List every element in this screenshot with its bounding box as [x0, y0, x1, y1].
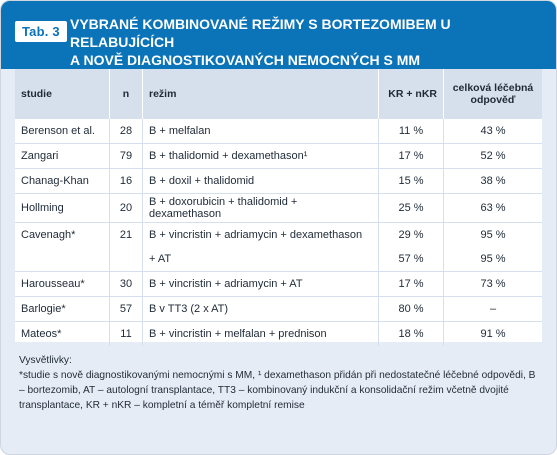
- cell-response: 73 %: [444, 272, 543, 297]
- column-header-regimen: režim: [143, 69, 379, 119]
- cell-regimen: B + thalidomid + dexamethason¹: [143, 144, 379, 169]
- column-header-response: celková léčebná odpověď: [444, 69, 543, 119]
- table-row: [15, 194, 542, 223]
- notes-text: *studie s nově diagnostikovanými nemocnými s MM, ¹ dexamethason přidán při nedostatečné léčebné odpovědi, B – bortezomib, AT – autologní transplantace, TT3 – kombinovaný indukční a konsolidační režim včetně dvojité transplantace, KR + nKR – kompletní a téměř kompletní remise: [19, 370, 536, 411]
- cell-study: Harousseau*: [15, 272, 110, 297]
- table-panel: [15, 69, 542, 342]
- column-header-n: n: [110, 69, 143, 119]
- cell-kr: 29 %: [379, 223, 444, 248]
- cell-study: Cavenagh*: [15, 223, 110, 248]
- cell-response: 95 %: [444, 223, 543, 248]
- cell-kr: 80 %: [379, 297, 444, 322]
- table-number-tag: Tab. 3: [15, 21, 67, 42]
- cell-kr: 57 %: [379, 247, 444, 272]
- cell-kr: 11 %: [379, 119, 444, 144]
- cell-n: 20: [110, 194, 143, 223]
- cell-regimen: B v TT3 (2 x AT): [143, 297, 379, 322]
- cell-response: 95 %: [480, 253, 506, 265]
- table-notes: [19, 353, 538, 413]
- cell-study: Berenson et al.: [15, 119, 110, 144]
- cell-study: Chanag-Khan: [15, 169, 110, 194]
- cell-kr: 17 %: [379, 144, 444, 169]
- cell-n: 57: [110, 297, 143, 322]
- cell-regimen: B + melfalan: [143, 119, 379, 144]
- table-row: [15, 297, 542, 322]
- cell-response: –: [444, 297, 543, 322]
- cell-study: Hollming: [15, 194, 110, 223]
- cell-study: Mateos*: [15, 322, 110, 347]
- cell-response: 91 %: [444, 322, 543, 347]
- table-header: [1, 1, 556, 69]
- table-title-line-2: A NOVĚ DIAGNOSTIKOVANÝCH NEMOCNÝCH S MM: [70, 52, 421, 68]
- cell-n: 79: [110, 144, 143, 169]
- cell-kr: 25 %: [379, 194, 444, 223]
- cell-study: Zangari: [15, 144, 110, 169]
- cell-regimen: B + vincristin + adriamycin + dexamethason: [143, 223, 379, 248]
- cell-study: Barlogie*: [15, 297, 110, 322]
- table-row: [15, 272, 542, 297]
- column-header-study: studie: [15, 69, 110, 119]
- cell-kr: 18 %: [379, 322, 444, 347]
- table-row: [15, 322, 542, 347]
- cell-n: 30: [110, 272, 143, 297]
- cell-n: 11: [110, 322, 143, 347]
- cell-kr: 17 %: [379, 272, 444, 297]
- column-header-kr: KR + nKR: [379, 69, 444, 119]
- notes-label: Vysvětlivky:: [19, 355, 72, 366]
- table-row: [15, 144, 542, 169]
- table-row: [15, 119, 542, 144]
- cell-regimen: B + vincristin + adriamycin + AT: [143, 272, 379, 297]
- table-title: [70, 15, 544, 69]
- table-title-line-1: VYBRANÉ KOMBINOVANÉ REŽIMY S BORTEZOMIBEM U RELABUJÍCÍCH: [70, 16, 451, 50]
- cell-n: 16: [110, 169, 143, 194]
- cell-study: [15, 247, 110, 272]
- cell-response: 63 %: [444, 194, 543, 223]
- cell-n: 21: [110, 223, 143, 248]
- cell-n: 28: [110, 119, 143, 144]
- cell-regimen: B + doxorubicin + thalidomid + dexamethason: [143, 194, 379, 223]
- cell-kr: 15 %: [379, 169, 444, 194]
- cell-regimen: B + doxil + thalidomid: [143, 169, 379, 194]
- cell-response: 38 %: [444, 169, 543, 194]
- cell-response: 43 %: [444, 119, 543, 144]
- cell-n: [110, 247, 143, 272]
- table-head-row: [15, 69, 542, 119]
- table-row: [15, 247, 542, 272]
- table-row: [15, 169, 542, 194]
- cell-response: 52 %: [444, 144, 543, 169]
- table-row: [15, 223, 542, 248]
- cell-regimen: + AT: [143, 247, 379, 272]
- data-table: [15, 69, 542, 346]
- cell-regimen: B + vincristin + melfalan + prednison: [143, 322, 379, 347]
